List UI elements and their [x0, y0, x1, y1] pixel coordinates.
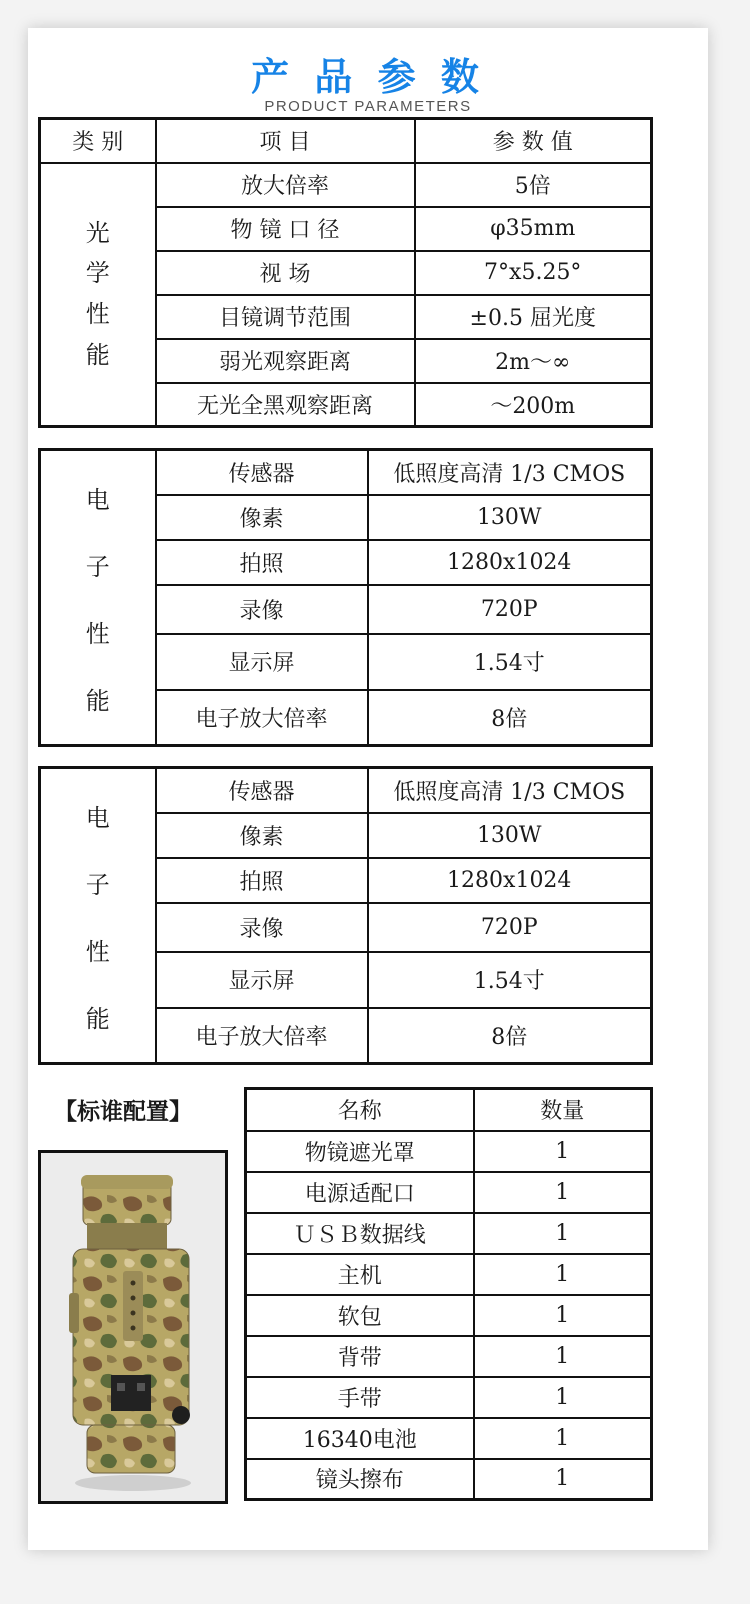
item-cell: 目镜调节范围 — [156, 295, 415, 339]
qty-cell: 1 — [474, 1377, 652, 1418]
value-cell: φ35mm — [415, 207, 652, 251]
header-item: 项 目 — [156, 119, 415, 163]
table-header-row — [246, 1089, 652, 1131]
value-cell: 5倍 — [415, 163, 652, 207]
table-header-row — [40, 119, 652, 163]
name-cell: 16340电池 — [246, 1418, 474, 1459]
category-cell: 电 子 性 能 — [40, 768, 156, 1064]
table-row — [246, 1418, 652, 1459]
header-name: 名称 — [246, 1089, 474, 1131]
value-cell: 8倍 — [368, 1008, 652, 1064]
item-cell: 放大倍率 — [156, 163, 415, 207]
standard-config-table — [244, 1087, 653, 1501]
page-subtitle: PRODUCT PARAMETERS — [264, 98, 472, 115]
item-cell: 像素 — [156, 813, 368, 858]
table-row — [246, 1131, 652, 1172]
qty-cell: 1 — [474, 1213, 652, 1254]
table-row — [246, 1459, 652, 1500]
item-cell: 传感器 — [156, 768, 368, 813]
table-row — [246, 1377, 652, 1418]
category-cell: 光 学 性 能 — [40, 163, 156, 427]
value-cell: 低照度高清 1/3 CMOS — [368, 768, 652, 813]
item-cell: 视 场 — [156, 251, 415, 295]
header-quantity: 数量 — [474, 1089, 652, 1131]
value-cell: 低照度高清 1/3 CMOS — [368, 450, 652, 495]
value-cell: 2m～∞ — [415, 339, 652, 383]
product-image — [38, 1150, 228, 1504]
table-row — [40, 450, 652, 495]
item-cell: 电子放大倍率 — [156, 1008, 368, 1064]
item-cell: 录像 — [156, 585, 368, 634]
item-cell: 显示屏 — [156, 952, 368, 1008]
name-cell: 手带 — [246, 1377, 474, 1418]
value-cell: 130W — [368, 495, 652, 540]
value-cell: 720P — [368, 585, 652, 634]
qty-cell: 1 — [474, 1172, 652, 1213]
value-cell: 720P — [368, 903, 652, 952]
item-cell: 电子放大倍率 — [156, 690, 368, 746]
value-cell: ～200m — [415, 383, 652, 427]
name-cell: 物镜遮光罩 — [246, 1131, 474, 1172]
item-cell: 传感器 — [156, 450, 368, 495]
table-row — [246, 1295, 652, 1336]
table-row — [246, 1336, 652, 1377]
name-cell: 背带 — [246, 1336, 474, 1377]
item-cell: 显示屏 — [156, 634, 368, 690]
night-vision-monocular-image — [41, 1153, 225, 1501]
category-cell: 电 子 性 能 — [40, 450, 156, 746]
table-row — [40, 163, 652, 207]
header-category: 类 别 — [40, 119, 156, 163]
item-cell: 无光全黑观察距离 — [156, 383, 415, 427]
value-cell: 1.54寸 — [368, 634, 652, 690]
name-cell: ＵＳＢ数据线 — [246, 1213, 474, 1254]
table-row — [246, 1172, 652, 1213]
qty-cell: 1 — [474, 1131, 652, 1172]
item-cell: 拍照 — [156, 858, 368, 903]
qty-cell: 1 — [474, 1336, 652, 1377]
qty-cell: 1 — [474, 1254, 652, 1295]
qty-cell: 1 — [474, 1418, 652, 1459]
header-value: 参 数 值 — [415, 119, 652, 163]
name-cell: 软包 — [246, 1295, 474, 1336]
item-cell: 拍照 — [156, 540, 368, 585]
name-cell: 电源适配口 — [246, 1172, 474, 1213]
value-cell: 1280x1024 — [368, 540, 652, 585]
item-cell: 录像 — [156, 903, 368, 952]
standard-config-label: 【标谁配置】 — [54, 1099, 192, 1125]
qty-cell: 1 — [474, 1459, 652, 1500]
value-cell: 8倍 — [368, 690, 652, 746]
item-cell: 弱光观察距离 — [156, 339, 415, 383]
qty-cell: 1 — [474, 1295, 652, 1336]
value-cell: 7°x5.25° — [415, 251, 652, 295]
value-cell: 130W — [368, 813, 652, 858]
item-cell: 像素 — [156, 495, 368, 540]
value-cell: ±0.5 屈光度 — [415, 295, 652, 339]
table-row — [246, 1254, 652, 1295]
optical-spec-table — [38, 117, 653, 428]
table-row — [40, 768, 652, 813]
table-row — [246, 1213, 652, 1254]
electronic-spec-table — [38, 448, 653, 747]
page-title: 产 品 参 数 — [251, 55, 485, 99]
name-cell: 主机 — [246, 1254, 474, 1295]
value-cell: 1.54寸 — [368, 952, 652, 1008]
value-cell: 1280x1024 — [368, 858, 652, 903]
item-cell: 物 镜 口 径 — [156, 207, 415, 251]
electronic-spec-table-2 — [38, 766, 653, 1065]
name-cell: 镜头擦布 — [246, 1459, 474, 1500]
